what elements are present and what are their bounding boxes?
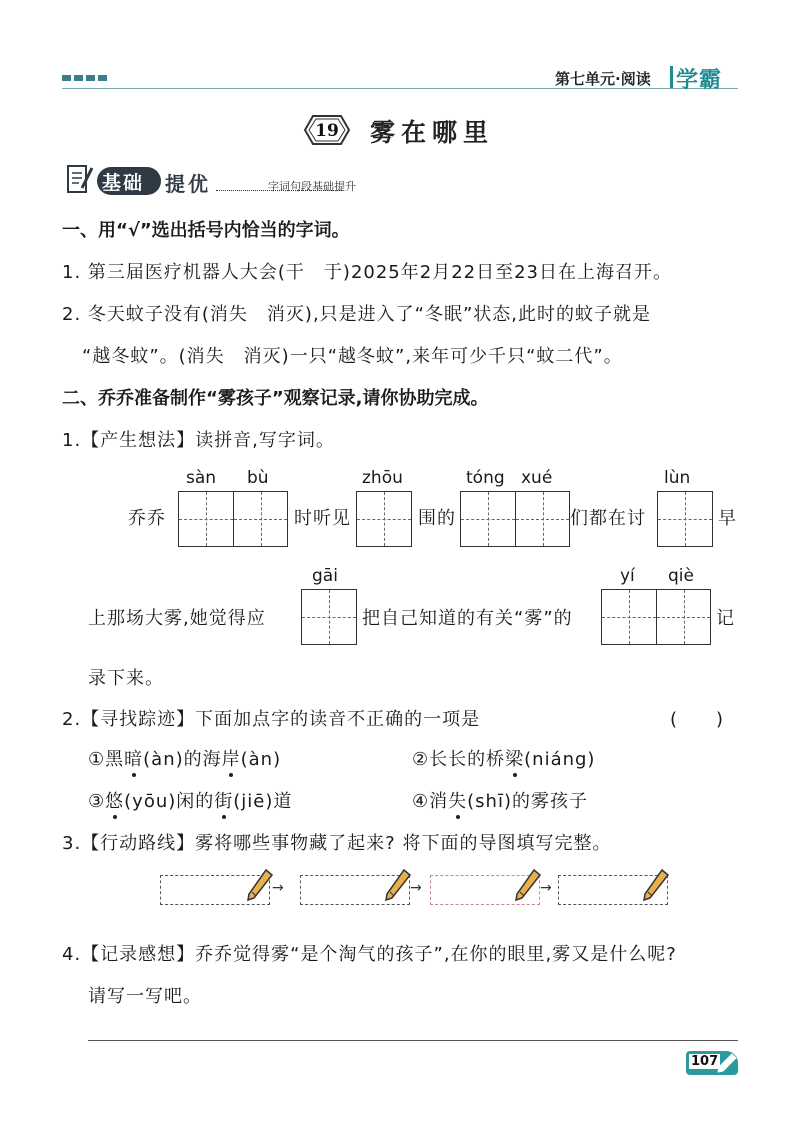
pinyin-san: sàn — [186, 468, 217, 488]
line1-text-c: 围的 — [418, 508, 456, 529]
option-1: ①黑暗(àn)的海岸(àn) — [88, 745, 281, 771]
part1-question-2-line2: “越冬蚊”。(消失 消灭)一只“越冬蚊”,来年可少千只“蚊二代”。 — [82, 346, 623, 367]
pinyin-zhou: zhōu — [362, 468, 403, 488]
part2-question-3-label: 3.【行动路线】雾将哪些事物藏了起来? 将下面的导图填写完整。 — [62, 833, 612, 854]
pinyin-yi: yí — [620, 566, 635, 586]
pencil-icon — [640, 868, 670, 904]
writing-grid-yiqie[interactable] — [601, 589, 711, 645]
part1-question-2-line1: 2. 冬天蚊子没有(消失 消灭),只是进入了“冬眠”状态,此时的蚊子就是 — [62, 304, 652, 325]
section-underline — [216, 190, 342, 191]
dotted-char: 悠 — [105, 787, 124, 813]
pinyin-xue: xué — [521, 468, 553, 488]
dotted-char: 街 — [214, 787, 233, 813]
line2-text-b: 把自己知道的有关“雾”的 — [362, 608, 573, 629]
writing-grid-tongxue[interactable] — [460, 491, 570, 547]
dotted-char: 失 — [448, 787, 467, 813]
part1-question-1: 1. 第三届医疗机器人大会(干 于)2025年2月22日至23日在上海召开。 — [62, 262, 673, 283]
section-badge-text: 基础 — [102, 172, 145, 194]
page-number: 107 — [691, 1054, 719, 1069]
flow-arrow: → — [540, 880, 552, 896]
part2-heading: 二、乔乔准备制作“雾孩子”观察记录,请你协助完成。 — [62, 388, 489, 409]
header-decoration — [62, 75, 107, 81]
line3-text: 录下来。 — [88, 668, 164, 689]
writing-grid-gai[interactable] — [301, 589, 357, 645]
section-subtitle: 字词句段基础提升 — [268, 180, 356, 193]
lesson-title: 雾在哪里 — [370, 118, 495, 147]
option-4: ④消失(shī)的雾孩子 — [412, 787, 588, 813]
part2-question-4-line2: 请写一写吧。 — [88, 986, 202, 1007]
pencil-icon — [512, 868, 542, 904]
writing-grid-zhou[interactable] — [356, 491, 412, 547]
part2-question-4-line1: 4.【记录感想】乔乔觉得雾“是个淘气的孩子”,在你的眼里,雾又是什么呢? — [62, 944, 677, 965]
footer-rule — [88, 1040, 738, 1041]
dotted-char: 梁 — [505, 745, 524, 771]
line1-text-e: 早 — [718, 508, 737, 529]
lesson-number: 19 — [315, 121, 339, 141]
unit-label: 第七单元·阅读 — [555, 70, 651, 88]
pencil-icon — [244, 868, 274, 904]
part2-question-2-label: 2.【寻找踪迹】下面加点字的读音不正确的一项是 — [62, 709, 481, 730]
pinyin-qie: qiè — [668, 566, 694, 586]
dotted-char: 暗 — [124, 745, 143, 771]
part1-heading: 一、用“√”选出括号内恰当的字词。 — [62, 220, 350, 241]
pinyin-lun: lùn — [664, 468, 691, 488]
line1-text-b: 时听见 — [294, 508, 351, 529]
writing-grid-lun[interactable] — [657, 491, 713, 547]
lesson-number-badge — [303, 114, 351, 146]
brand-bar — [670, 66, 673, 88]
brand-logo: 学霸 — [676, 68, 723, 93]
notebook-pencil-icon — [65, 162, 95, 196]
line2-text-c: 记 — [716, 608, 735, 629]
part2-question-1-label: 1.【产生想法】读拼音,写字词。 — [62, 430, 335, 451]
line1-text-a: 乔乔 — [128, 508, 166, 529]
pinyin-gai: gāi — [312, 566, 338, 586]
flow-arrow: → — [410, 880, 422, 896]
pencil-icon — [382, 868, 412, 904]
pinyin-tong: tóng — [466, 468, 505, 488]
line2-text-a: 上那场大雾,她觉得应 — [88, 608, 266, 629]
option-2: ②长长的桥梁(niáng) — [412, 745, 595, 771]
flow-arrow: → — [272, 880, 284, 896]
dotted-char: 岸 — [222, 745, 241, 771]
section-label: 提优 — [165, 172, 211, 196]
option-3: ③悠(yōu)闲的街(jiē)道 — [88, 787, 292, 813]
pinyin-bu: bù — [247, 468, 269, 488]
writing-grid-sanbu[interactable] — [178, 491, 288, 547]
answer-parentheses[interactable]: ( ) — [670, 709, 725, 730]
line1-text-d: 们都在讨 — [570, 508, 646, 529]
